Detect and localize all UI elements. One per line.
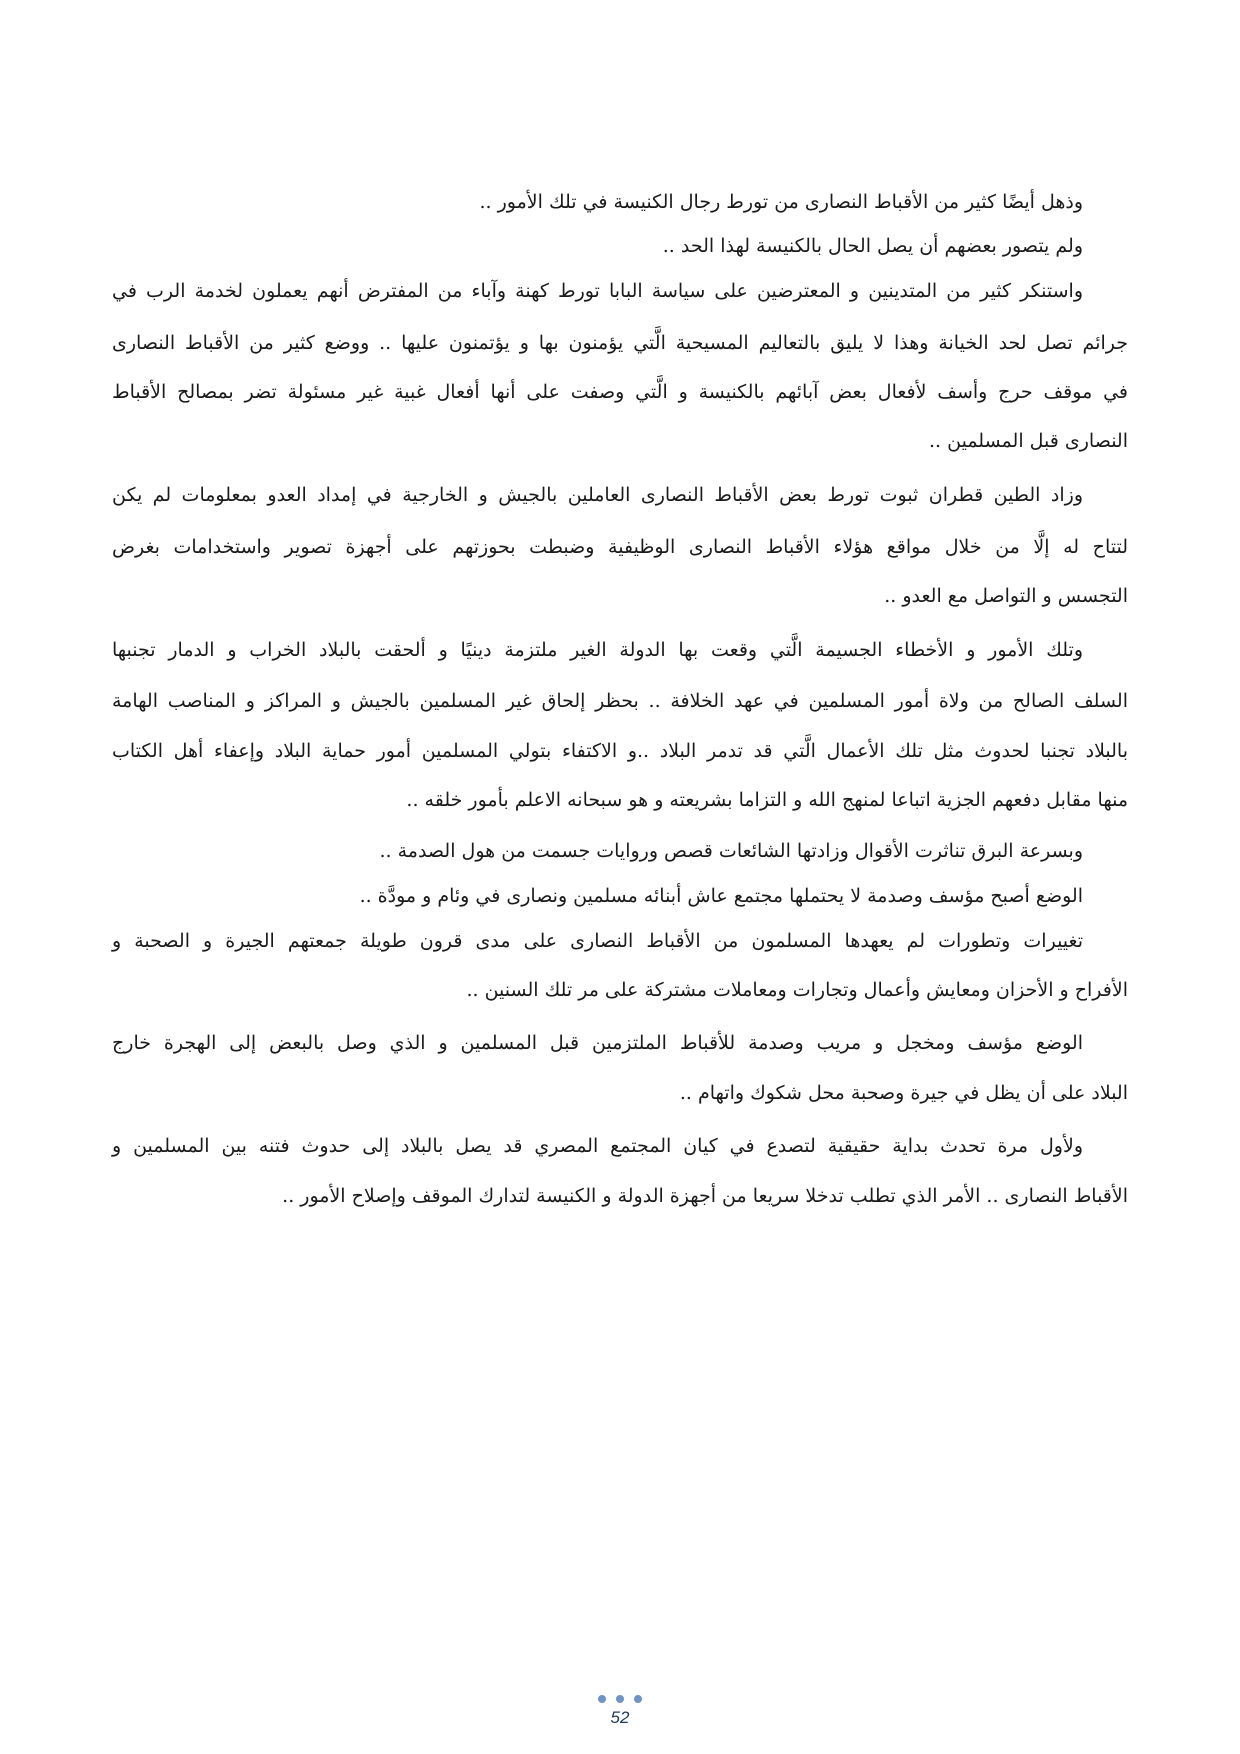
text-line: الأفراح و الأحزان ومعايش وأعمال وتجارات ومعاملات مشتركة على مر تلك السنين ..: [466, 979, 1128, 1001]
page-ornament-dots: [598, 1693, 642, 1705]
text-line: النصارى قبل المسلمين ..: [929, 430, 1128, 452]
text-line: لتتاح له إلَّا من خلال مواقع هؤلاء الأقباط النصارى الوظيفية وضبطت بحوزتهم على أجهزة تصوير واستخدامات بغرض: [112, 536, 1128, 558]
text-line: تغييرات وتطورات لم يعهدها المسلمون من الأقباط النصارى على مدى قرون طويلة جمعتهم الجيرة و الصحبة و: [112, 930, 1083, 952]
text-line: جرائم تصل لحد الخيانة وهذا لا يليق بالتعاليم المسيحية الَّتي يؤمنون بها و يؤتمنون عليها .. ووضع كثير من الأقباط النصارى: [112, 332, 1128, 354]
text-line: وذهل أيضًا كثير من الأقباط النصارى من تورط رجال الكنيسة في تلك الأمور ..: [479, 191, 1083, 213]
text-line: ولأول مرة تحدث بداية حقيقية لتصدع في كيان المجتمع المصري قد يصل بالبلاد إلى حدوث فتنه بين المسلمين و: [112, 1135, 1083, 1157]
text-line: السلف الصالح من ولاة أمور المسلمين في عهد الخلافة .. بحظر إلحاق غير المسلمين بالجيش و المراكز و المناصب الهامة: [112, 690, 1128, 712]
page-number: 52: [610, 1708, 630, 1727]
text-line: الأقباط النصارى .. الأمر الذي تطلب تدخلا سريعا من أجهزة الدولة و الكنيسة لتدارك الموقف وإصلاح الأمور ..: [282, 1185, 1128, 1207]
text-line: بالبلاد تجنبا لحدوث مثل تلك الأعمال الَّتي قد تدمر البلاد ..و الاكتفاء بتولي المسلمين أمور حماية البلاد وإعفاء أهل الكتاب: [112, 740, 1128, 762]
text-line: وبسرعة البرق تناثرت الأقوال وزادتها الشائعات قصص وروايات جسمت من هول الصدمة ..: [379, 840, 1083, 862]
dot-icon: [634, 1695, 642, 1703]
text-line: وزاد الطين قطران ثبوت تورط بعض الأقباط النصارى العاملين بالجيش و الخارجية في إمداد العدو بمعلومات لم يكن: [112, 484, 1083, 506]
text-line: البلاد على أن يظل في جيرة وصحبة محل شكوك واتهام ..: [679, 1082, 1128, 1104]
text-line: ولم يتصور بعضهم أن يصل الحال بالكنيسة لهذا الحد ..: [662, 235, 1083, 257]
dot-icon: [616, 1695, 624, 1703]
text-line: وتلك الأمور و الأخطاء الجسيمة الَّتي وقعت بها الدولة الغير ملتزمة دينيًا و ألحقت بالبلاد الخراب و الدمار تجنبها: [112, 639, 1083, 661]
text-line: الوضع أصبح مؤسف وصدمة لا يحتملها مجتمع عاش أبنائه مسلمين ونصارى في وئام و مودَّة ..: [359, 885, 1083, 907]
text-line: في موقف حرج وأسف لأفعال بعض آبائهم بالكنيسة و الَّتي وصفت على أنها أفعال غبية غير مسئولة تضر بمصالح الأقباط: [112, 381, 1128, 403]
dot-icon: [598, 1695, 606, 1703]
text-line: الوضع مؤسف ومخجل و مريب وصدمة للأقباط الملتزمين قبل المسلمين و الذي وصل بالبعض إلى الهجرة خارج: [112, 1032, 1083, 1054]
text-line: منها مقابل دفعهم الجزية اتباعا لمنهج الله و التزاما بشريعته و هو سبحانه الاعلم بأمور خلقه ..: [406, 789, 1128, 811]
text-line: واستنكر كثير من المتدينين و المعترضين على سياسة البابا تورط كهنة وآباء من المفترض أنهم يعملون لخدمة الرب في: [112, 280, 1083, 302]
text-line: التجسس و التواصل مع العدو ..: [884, 585, 1128, 607]
